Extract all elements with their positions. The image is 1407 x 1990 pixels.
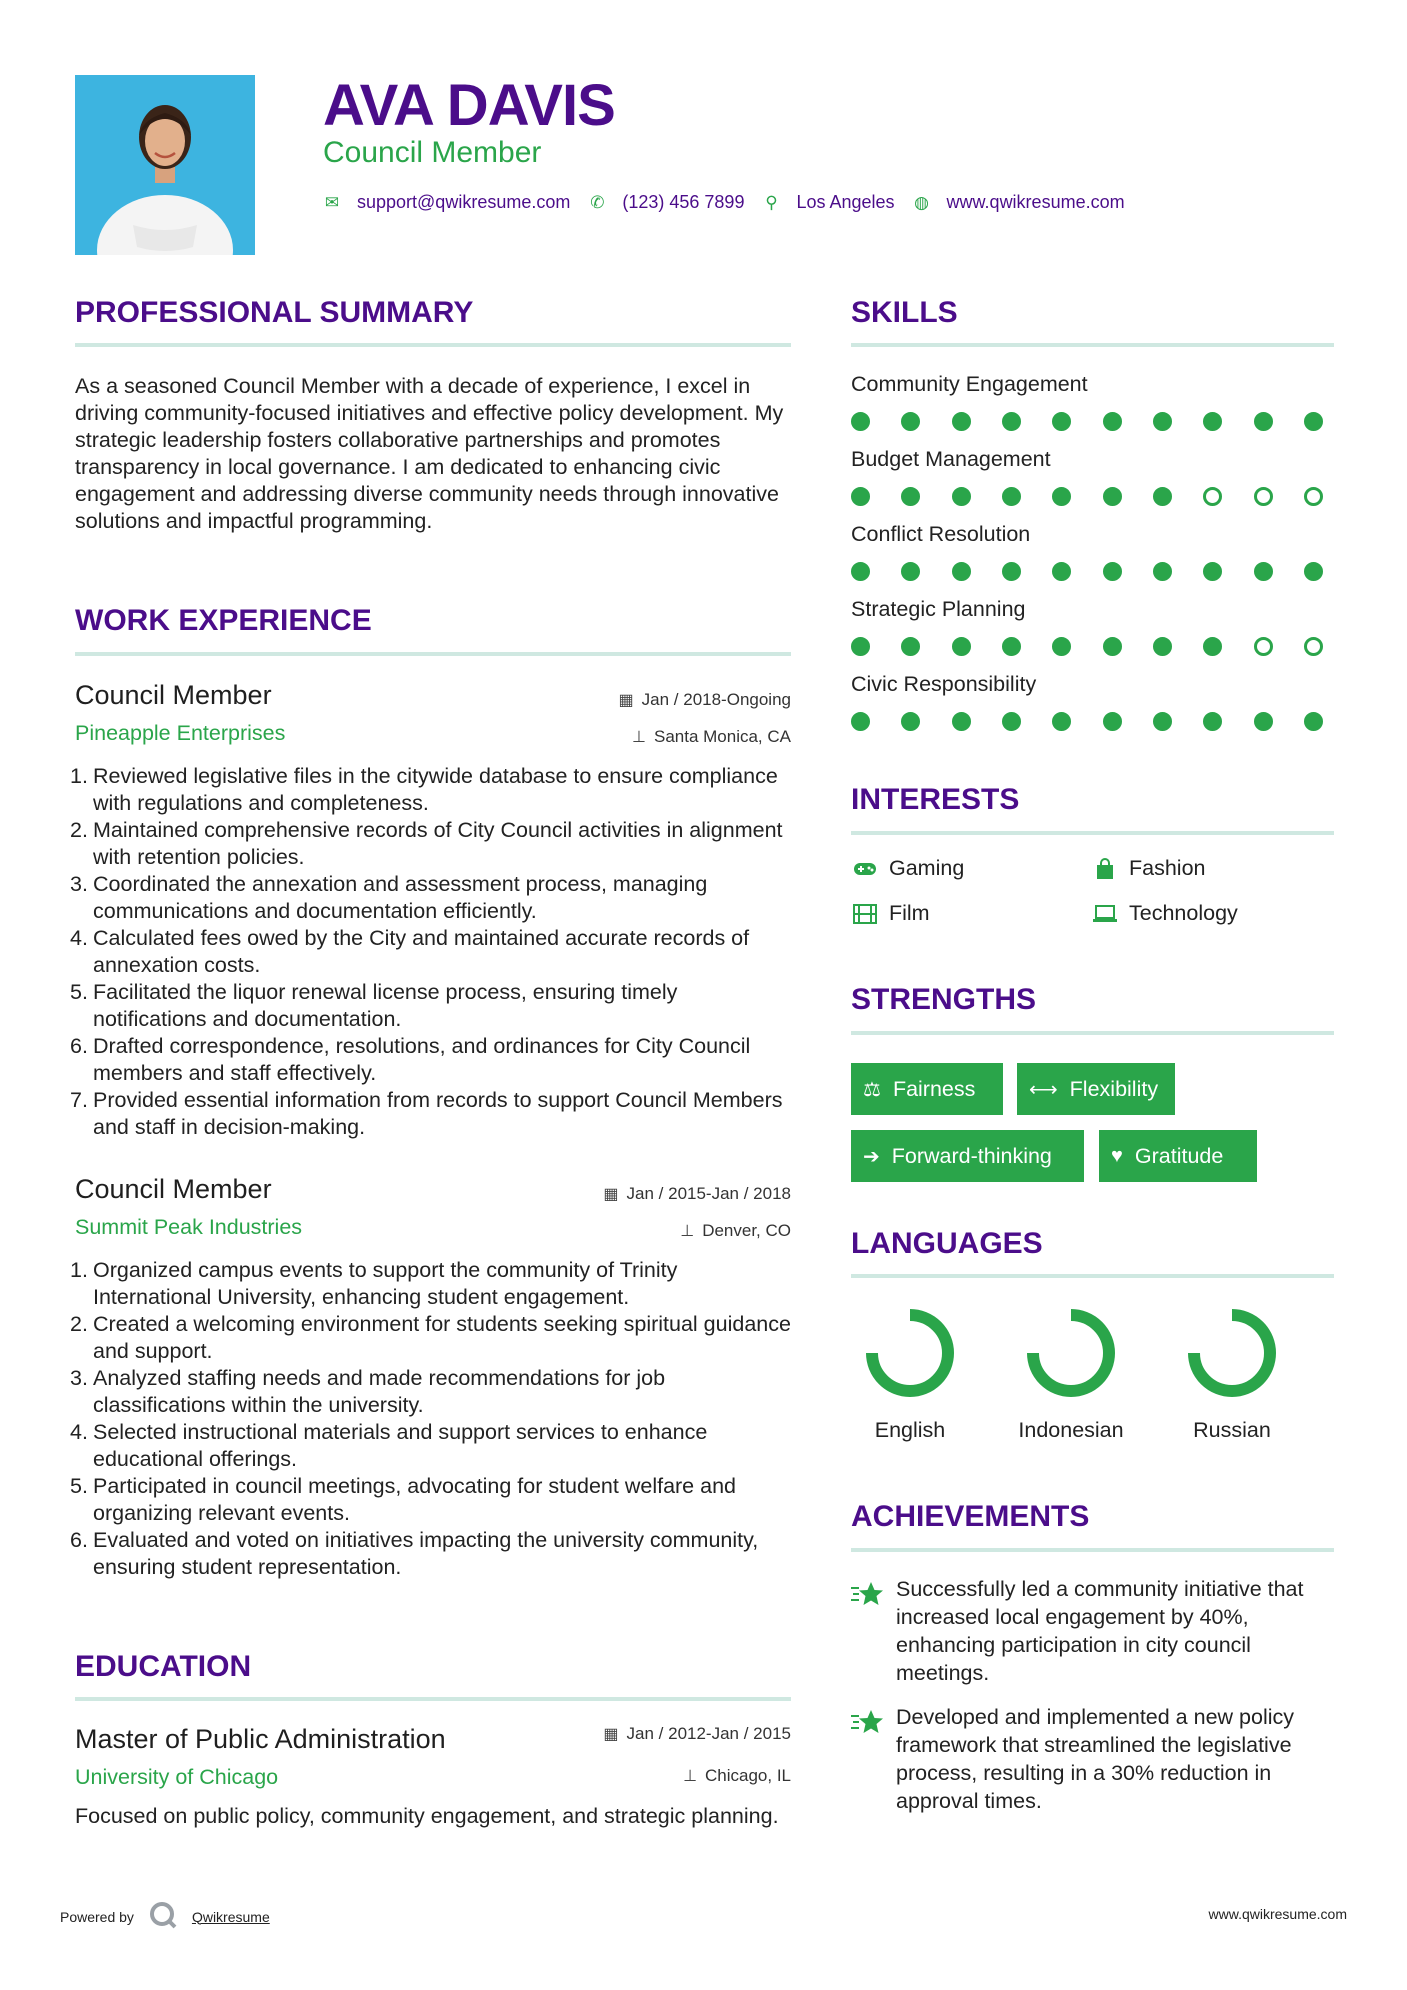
skill-dot-filled bbox=[952, 637, 971, 656]
skill-dot-filled bbox=[901, 712, 920, 731]
skill-name: Community Engagement bbox=[851, 372, 1088, 396]
calendar-icon: ▦ bbox=[603, 1726, 619, 1743]
skill-dot-filled bbox=[1052, 412, 1071, 431]
language-item bbox=[845, 1308, 975, 1443]
languages-rule bbox=[851, 1274, 1334, 1278]
list-item: 2. Maintained comprehensive records of City Council activities in alignment with retention policies. bbox=[70, 818, 783, 869]
skill-dot-filled bbox=[1002, 637, 1021, 656]
shopping-bag-icon bbox=[1091, 858, 1119, 880]
language-name: Indonesian bbox=[1018, 1418, 1124, 1442]
skill-dot-filled bbox=[1304, 562, 1323, 581]
skill-rating bbox=[851, 712, 1323, 731]
skill-dot-filled bbox=[1153, 637, 1172, 656]
contact-bar bbox=[323, 192, 1143, 213]
candidate-role: Council Member bbox=[323, 136, 542, 169]
job-title: Council Member bbox=[75, 680, 272, 710]
star-achievement-icon bbox=[851, 1580, 883, 1608]
summary-text: As a seasoned Council Member with a decade of experience, I excel in driving community-focused initiatives and effective policy development. My strategic leadership fosters collaborative partnerships and promotes transparency in local governance. I am dedicated to enhancing civic engagement and addressing diverse community needs through innovative solutions and impactful programming. bbox=[75, 374, 784, 533]
list-item: 2. Created a welcoming environment for students seeking spiritual guidance and support. bbox=[70, 1312, 791, 1363]
education-rule bbox=[75, 1697, 791, 1701]
strength-badge-fairness bbox=[851, 1063, 1003, 1115]
strength-label: Gratitude bbox=[1134, 1143, 1224, 1168]
skill-dot-filled bbox=[1203, 562, 1222, 581]
list-item: 6. Drafted correspondence, resolutions, and ordinances for City Council members and staff effectively. bbox=[70, 1034, 751, 1085]
achievements-rule bbox=[851, 1548, 1334, 1552]
education-description: Focused on public policy, community engagement, and strategic planning. bbox=[75, 1804, 779, 1828]
job-company: Pineapple Enterprises bbox=[75, 721, 286, 745]
skill-dot-filled bbox=[1103, 637, 1122, 656]
job-location bbox=[680, 1221, 791, 1241]
summary-rule bbox=[75, 343, 791, 347]
contact-website-text: www.qwikresume.com bbox=[946, 192, 1125, 212]
contact-website[interactable] bbox=[913, 192, 1125, 213]
strengths-heading: STRENGTHS bbox=[851, 983, 1037, 1016]
job-company: Summit Peak Industries bbox=[75, 1215, 303, 1239]
skill-dot-filled bbox=[1103, 712, 1122, 731]
language-item bbox=[1006, 1308, 1136, 1443]
skill-dot-filled bbox=[952, 487, 971, 506]
list-item: 5. Participated in council meetings, advocating for student welfare and organizing relevant events. bbox=[70, 1474, 736, 1525]
school-name: University of Chicago bbox=[75, 1765, 279, 1789]
heart-icon: ♥ bbox=[1111, 1144, 1123, 1167]
star-achievement-icon bbox=[851, 1708, 883, 1736]
strengths-rule bbox=[851, 1031, 1334, 1035]
gamepad-icon bbox=[851, 861, 879, 877]
education-date-text: Jan / 2012-Jan / 2015 bbox=[626, 1724, 791, 1743]
skill-dot-empty bbox=[1304, 637, 1323, 656]
skills-rule bbox=[851, 343, 1334, 347]
skill-dot-filled bbox=[851, 487, 870, 506]
strength-label: Forward-thinking bbox=[891, 1143, 1052, 1168]
education-date bbox=[603, 1724, 791, 1744]
work-rule bbox=[75, 652, 791, 656]
skill-dot-empty bbox=[1304, 487, 1323, 506]
skill-rating bbox=[851, 487, 1323, 506]
interest-label: Fashion bbox=[1129, 856, 1206, 880]
skill-rating bbox=[851, 562, 1323, 581]
summary-heading: PROFESSIONAL SUMMARY bbox=[75, 296, 474, 329]
skill-dot-filled bbox=[851, 712, 870, 731]
skill-dot-filled bbox=[1002, 487, 1021, 506]
skill-dot-filled bbox=[1254, 712, 1273, 731]
skill-dot-filled bbox=[851, 562, 870, 581]
skill-dot-filled bbox=[1052, 487, 1071, 506]
interest-label: Technology bbox=[1129, 901, 1238, 925]
footer-url[interactable]: www.qwikresume.com bbox=[1208, 1906, 1347, 1922]
skill-dot-filled bbox=[851, 412, 870, 431]
footer-powered-by bbox=[60, 1900, 270, 1933]
skill-dot-filled bbox=[1304, 712, 1323, 731]
skill-name: Strategic Planning bbox=[851, 597, 1026, 621]
language-item bbox=[1167, 1308, 1297, 1443]
skill-dot-filled bbox=[1002, 712, 1021, 731]
film-icon bbox=[851, 904, 879, 924]
contact-location-text: Los Angeles bbox=[796, 192, 895, 212]
skill-dot-empty bbox=[1203, 487, 1222, 506]
job-date bbox=[619, 690, 791, 710]
list-item: 6. Evaluated and voted on initiatives impacting the university community, ensuring student representation. bbox=[70, 1528, 759, 1579]
job-location-text: Denver, CO bbox=[702, 1221, 791, 1240]
job-location bbox=[632, 727, 791, 747]
strength-badge-flexibility bbox=[1017, 1063, 1175, 1115]
skill-dot-filled bbox=[1002, 562, 1021, 581]
arrows-horizontal-icon: ⟷ bbox=[1029, 1078, 1058, 1101]
language-level-arc bbox=[872, 1315, 948, 1391]
calendar-icon: ▦ bbox=[603, 1186, 619, 1203]
contact-email[interactable] bbox=[323, 192, 570, 213]
interest-fashion bbox=[1091, 856, 1206, 881]
strength-badge-forward-thinking bbox=[851, 1130, 1084, 1182]
balance-scale-icon: ⚖ bbox=[863, 1078, 881, 1101]
contact-location bbox=[762, 192, 894, 213]
interest-label: Gaming bbox=[889, 856, 965, 880]
skill-dot-empty bbox=[1254, 637, 1273, 656]
skill-name: Conflict Resolution bbox=[851, 522, 1031, 546]
calendar-icon: ▦ bbox=[618, 692, 634, 709]
contact-email-text: support@qwikresume.com bbox=[357, 192, 571, 212]
skill-dot-filled bbox=[952, 562, 971, 581]
skill-dot-filled bbox=[1203, 712, 1222, 731]
education-location-text: Chicago, IL bbox=[705, 1766, 791, 1785]
job-date-text: Jan / 2018-Ongoing bbox=[641, 690, 791, 709]
skill-dot-filled bbox=[1103, 412, 1122, 431]
skill-dot-filled bbox=[1052, 562, 1071, 581]
education-location bbox=[683, 1766, 791, 1786]
skill-rating bbox=[851, 637, 1323, 656]
skill-dot-filled bbox=[952, 412, 971, 431]
job-title: Council Member bbox=[75, 1174, 272, 1204]
skill-dot-filled bbox=[1153, 562, 1172, 581]
strength-badge-gratitude bbox=[1099, 1130, 1257, 1182]
skill-dot-filled bbox=[1052, 712, 1071, 731]
skill-dot-filled bbox=[901, 562, 920, 581]
laptop-icon bbox=[1091, 905, 1119, 923]
language-level-ring bbox=[1026, 1308, 1116, 1398]
job-date bbox=[603, 1184, 791, 1204]
skill-dot-filled bbox=[1254, 412, 1273, 431]
languages-heading: LANGUAGES bbox=[851, 1227, 1043, 1260]
skill-dot-filled bbox=[901, 487, 920, 506]
job-date-text: Jan / 2015-Jan / 2018 bbox=[626, 1184, 791, 1203]
interest-label: Film bbox=[889, 901, 930, 925]
interest-gaming bbox=[851, 856, 964, 881]
strength-label: Flexibility bbox=[1069, 1076, 1159, 1101]
list-item: 3. Analyzed staffing needs and made recommendations for job classifications within the university. bbox=[70, 1366, 666, 1417]
qwikresume-logo-icon bbox=[148, 1900, 178, 1933]
achievements-heading: ACHIEVEMENTS bbox=[851, 1500, 1090, 1533]
interests-rule bbox=[851, 831, 1334, 835]
skill-rating bbox=[851, 412, 1323, 431]
envelope-icon: ✉ bbox=[324, 192, 340, 212]
job-duties-list bbox=[70, 1257, 791, 1581]
skill-dot-filled bbox=[1153, 412, 1172, 431]
skill-dot-filled bbox=[1203, 637, 1222, 656]
list-item: 7. Provided essential information from records to support Council Members and staff in decision-making. bbox=[70, 1088, 783, 1139]
arrow-right-icon: ➔ bbox=[863, 1145, 880, 1168]
skill-dot-filled bbox=[1052, 637, 1071, 656]
job-location-text: Santa Monica, CA bbox=[653, 727, 791, 746]
skill-dot-filled bbox=[1103, 487, 1122, 506]
candidate-name: AVA DAVIS bbox=[323, 73, 615, 138]
language-level-arc bbox=[1033, 1315, 1109, 1391]
degree-title: Master of Public Administration bbox=[75, 1724, 446, 1754]
map-marker-icon: ⚲ bbox=[765, 192, 778, 212]
job-duties-list bbox=[70, 763, 791, 1141]
skill-dot-filled bbox=[1254, 562, 1273, 581]
qwikresume-brand-link[interactable]: Qwikresume bbox=[191, 1908, 270, 1925]
list-item: 5. Facilitated the liquor renewal license process, ensuring timely notifications and documentation. bbox=[70, 980, 678, 1031]
pin-icon: ⊥ bbox=[632, 729, 646, 746]
pin-icon: ⊥ bbox=[683, 1768, 697, 1785]
skill-dot-filled bbox=[901, 637, 920, 656]
achievement-item: Developed and implemented a new policy framework that streamlined the legislative process, resulting in a 30% reduction in approval times. bbox=[896, 1705, 1294, 1813]
phone-icon: ✆ bbox=[590, 192, 605, 212]
skill-name: Civic Responsibility bbox=[851, 672, 1037, 696]
skill-dot-filled bbox=[1203, 412, 1222, 431]
interest-technology bbox=[1091, 901, 1238, 926]
strength-label: Fairness bbox=[892, 1076, 976, 1101]
skill-dot-filled bbox=[1002, 412, 1021, 431]
achievement-item: Successfully led a community initiative that increased local engagement by 40%, enhancing participation in city council meetings. bbox=[896, 1577, 1304, 1685]
education-heading: EDUCATION bbox=[75, 1650, 252, 1683]
interest-film bbox=[851, 901, 930, 926]
contact-phone-text: (123) 456 7899 bbox=[622, 192, 745, 212]
language-level-ring bbox=[865, 1308, 955, 1398]
list-item: 1. Reviewed legislative files in the citywide database to ensure compliance with regulations and completeness. bbox=[70, 764, 778, 815]
skill-dot-filled bbox=[952, 712, 971, 731]
language-level-ring bbox=[1187, 1308, 1277, 1398]
language-name: English bbox=[874, 1418, 946, 1442]
list-item: 3. Coordinated the annexation and assessment process, managing communications and documentation efficiently. bbox=[70, 872, 708, 923]
list-item: 4. Calculated fees owed by the City and maintained accurate records of annexation costs. bbox=[70, 926, 750, 977]
pin-icon: ⊥ bbox=[680, 1223, 695, 1240]
skill-name: Budget Management bbox=[851, 447, 1051, 471]
work-heading: WORK EXPERIENCE bbox=[75, 604, 372, 637]
skill-dot-filled bbox=[1153, 712, 1172, 731]
interests-heading: INTERESTS bbox=[851, 783, 1020, 816]
language-name: Russian bbox=[1193, 1418, 1271, 1442]
skill-dot-filled bbox=[1153, 487, 1172, 506]
list-item: 1. Organized campus events to support the community of Trinity International University, enhancing student engagement. bbox=[70, 1258, 678, 1309]
skill-dot-filled bbox=[1304, 412, 1323, 431]
profile-photo bbox=[75, 75, 255, 255]
skill-dot-filled bbox=[901, 412, 920, 431]
contact-phone[interactable] bbox=[588, 192, 744, 213]
powered-by-text: Powered by bbox=[60, 1908, 134, 1925]
skill-dot-empty bbox=[1254, 487, 1273, 506]
globe-icon: ◍ bbox=[914, 192, 929, 212]
language-level-arc bbox=[1194, 1315, 1270, 1391]
list-item: 4. Selected instructional materials and support services to enhance educational offerings. bbox=[70, 1420, 708, 1471]
skill-dot-filled bbox=[1103, 562, 1122, 581]
skills-heading: SKILLS bbox=[851, 296, 958, 329]
skill-dot-filled bbox=[851, 637, 870, 656]
